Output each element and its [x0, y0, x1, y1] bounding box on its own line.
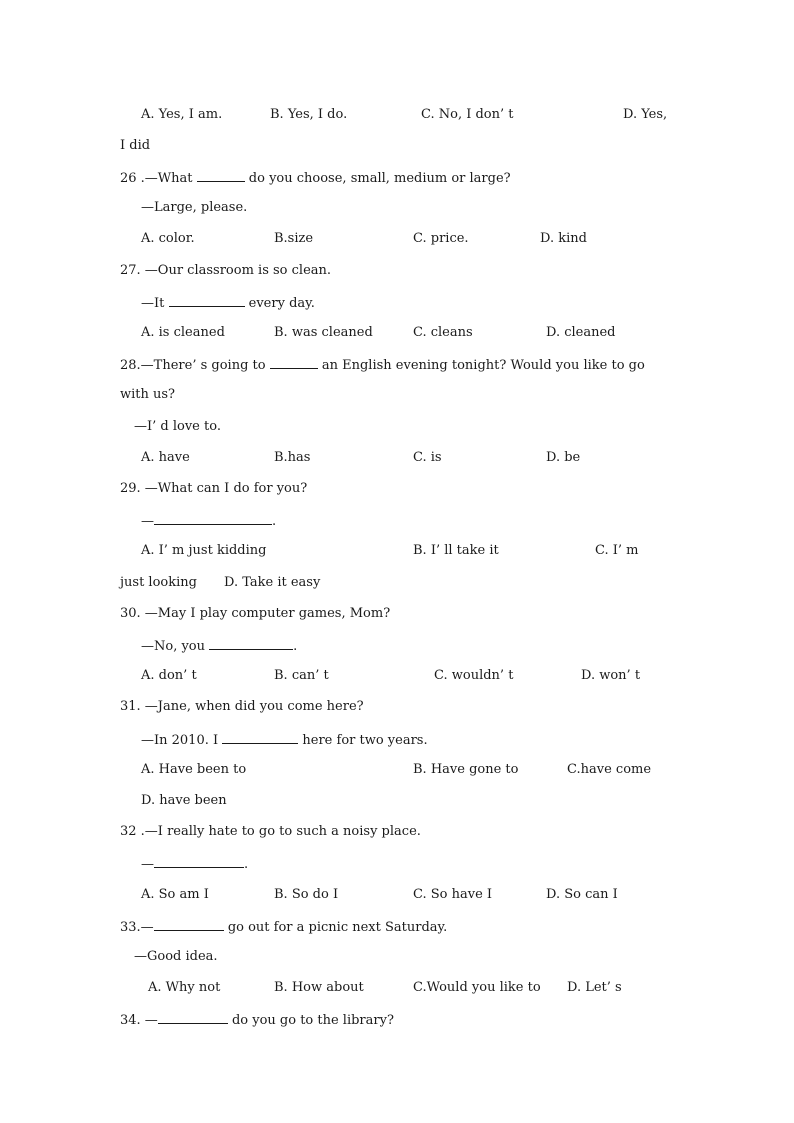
- q34-stem-pre: 34. —: [120, 1013, 158, 1028]
- q28-option-c: C. is: [413, 450, 442, 465]
- answer-blank: [169, 294, 245, 307]
- q33-option-b: B. How about: [274, 980, 364, 995]
- q30-stem: 30. —May I play computer games, Mom?: [120, 606, 391, 621]
- answer-blank: [154, 855, 244, 868]
- q32-reply-pre: —: [141, 857, 154, 872]
- answer-blank: [158, 1011, 228, 1024]
- q26-stem: [120, 169, 511, 187]
- q32-option-b: B. So do I: [274, 887, 339, 902]
- q25-option-d: D. Yes,: [623, 107, 668, 122]
- q29-reply-pre: —: [141, 514, 154, 529]
- answer-blank: [209, 637, 293, 650]
- q29-option-c: C. I’ m: [595, 543, 639, 558]
- q29-option-c-continued: just looking: [120, 575, 197, 590]
- q25-option-c: C. No, I don’ t: [421, 107, 514, 122]
- q25-option-a: A. Yes, I am.: [141, 107, 223, 122]
- q33-option-d: D. Let’ s: [567, 980, 622, 995]
- q28-stem-continued: with us?: [120, 387, 176, 402]
- q30-reply-pre: —No, you: [141, 639, 206, 654]
- q27-option-b: B. was cleaned: [274, 325, 373, 340]
- q33-option-a: A. Why not: [148, 980, 221, 995]
- q31-option-c: C.have come: [567, 762, 652, 777]
- q27-option-d: D. cleaned: [546, 325, 616, 340]
- q30-reply: [141, 637, 297, 655]
- q29-option-b: B. I’ ll take it: [413, 543, 499, 558]
- answer-blank: [154, 512, 272, 525]
- q25-option-d-continued: I did: [120, 138, 151, 153]
- answer-blank: [222, 731, 298, 744]
- q32-reply-post: .: [244, 857, 249, 872]
- q32-stem: 32 .—I really hate to go to such a noisy place.: [120, 824, 421, 839]
- q26-option-b: B.size: [274, 231, 314, 246]
- answer-blank: [154, 918, 224, 931]
- q29-stem: 29. —What can I do for you?: [120, 481, 308, 496]
- q26-option-d: D. kind: [540, 231, 587, 246]
- q28-reply: —I’ d love to.: [134, 419, 221, 434]
- q28-option-a: A. have: [141, 450, 190, 465]
- q26-option-c: C. price.: [413, 231, 469, 246]
- q27-option-c: C. cleans: [413, 325, 473, 340]
- q30-option-c: C. wouldn’ t: [434, 668, 514, 683]
- answer-blank: [270, 356, 318, 369]
- q27-option-a: A. is cleaned: [141, 325, 225, 340]
- q29-reply-post: .: [272, 514, 277, 529]
- q31-option-d: D. have been: [141, 793, 227, 808]
- q32-option-a: A. So am I: [141, 887, 209, 902]
- q33-stem-post: go out for a picnic next Saturday.: [227, 920, 448, 935]
- q28-option-b: B.has: [274, 450, 311, 465]
- q27-reply-pre: —It: [141, 296, 165, 311]
- q34-stem: [120, 1011, 394, 1029]
- q31-option-a: A. Have been to: [141, 762, 247, 777]
- q33-stem: [120, 918, 447, 936]
- q26-option-a: A. color.: [141, 231, 195, 246]
- q29-option-d: D. Take it easy: [224, 575, 321, 590]
- q29-reply: [141, 512, 276, 530]
- q28-stem-pre: 28.—There’ s going to: [120, 358, 266, 373]
- q26-reply: —Large, please.: [141, 200, 248, 215]
- q27-stem: 27. —Our classroom is so clean.: [120, 263, 332, 278]
- q31-option-b: B. Have gone to: [413, 762, 519, 777]
- q33-reply: —Good idea.: [134, 949, 218, 964]
- q31-reply-pre: —In 2010. I: [141, 733, 219, 748]
- q25-option-b: B. Yes, I do.: [270, 107, 348, 122]
- q31-reply: [141, 731, 428, 749]
- q26-stem-post: do you choose, small, medium or large?: [248, 171, 511, 186]
- q28-stem: [120, 356, 645, 374]
- q28-stem-post: an English evening tonight? Would you like to go: [321, 358, 645, 373]
- q30-reply-post: .: [293, 639, 298, 654]
- q34-stem-post: do you go to the library?: [231, 1013, 394, 1028]
- q29-option-a: A. I’ m just kidding: [141, 543, 267, 558]
- q30-option-d: D. won’ t: [581, 668, 641, 683]
- q32-option-c: C. So have I: [413, 887, 493, 902]
- q28-option-d: D. be: [546, 450, 581, 465]
- q32-option-d: D. So can I: [546, 887, 618, 902]
- q27-reply-post: every day.: [248, 296, 315, 311]
- q31-reply-post: here for two years.: [302, 733, 428, 748]
- q26-stem-pre: 26 .—What: [120, 171, 193, 186]
- q27-reply: [141, 294, 315, 312]
- q31-stem: 31. —Jane, when did you come here?: [120, 699, 364, 714]
- q30-option-b: B. can’ t: [274, 668, 329, 683]
- q32-reply: [141, 855, 248, 873]
- q33-option-c: C.Would you like to: [413, 980, 541, 995]
- q30-option-a: A. don’ t: [141, 668, 197, 683]
- answer-blank: [197, 169, 245, 182]
- q33-stem-pre: 33.—: [120, 920, 154, 935]
